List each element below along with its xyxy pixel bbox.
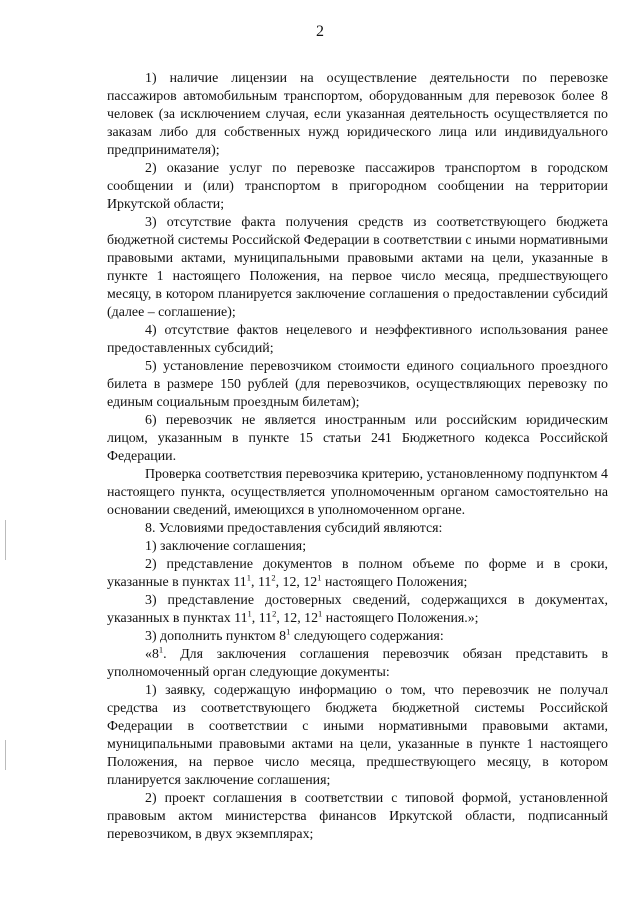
scan-edge-mark	[5, 740, 6, 770]
document-body	[107, 70, 608, 844]
paragraph-ticket-price: 5) установление перевозчиком стоимости единого социального проездного билета в размере 150 рублей (для перевозчиков, осуществляющих перевозку по единым социальным проездным билетам);	[107, 359, 608, 410]
paragraph-not-foreign: 6) перевозчик не является иностранным или российским юридическим лицом, указанным в пункте 15 статьи 241 Бюджетного кодекса Российской Федерации.	[107, 413, 608, 464]
scan-edge-mark	[5, 520, 6, 560]
paragraph-verification: Проверка соответствия перевозчика критерию, установленному подпунктом 4 настоящего пункта, осуществляется уполномоченным органом самостоятельно на основании сведений, имеющихся в уполномоченном органе.	[107, 467, 608, 518]
paragraph-draft-agreement: 2) проект соглашения в соответствии с типовой формой, установленной правовым актом министерства финансов Иркутской области, подписанный перевозчиком, в двух экземплярах;	[107, 791, 608, 842]
paragraph-services: 2) оказание услуг по перевозке пассажиров транспортом в городском сообщении и (или) транспортом в пригородном сообщении на территории Иркутской области;	[107, 161, 608, 212]
paragraph-reliable-info: 3) представление достоверных сведений, содержащихся в документах, указанных в пунктах $11^1$, $11^2$, 12, $12^1$ настоящего Положения.»;	[107, 593, 608, 626]
paragraph-supplement: 3) дополнить пунктом $8^1$ следующего содержания:	[145, 626, 444, 644]
paragraph-agreement: 1) заключение соглашения;	[145, 539, 307, 554]
paragraph-no-funds: 3) отсутствие факта получения средств из соответствующего бюджета бюджетной системы Российской Федерации в соответствии с иными нормативными правовыми актами, муниципальными правовыми актами на цели, указанные в пункте 1 настоящего Положения, на первое число месяца, предшествующего месяцу, в котором планируется заключение соглашения о предоставлении субсидий (далее – соглашение);	[107, 215, 608, 320]
paragraph-8-1: «$8^1$. Для заключения соглашения перевозчик обязан представить в уполномоченный орган следующие документы:	[107, 644, 608, 680]
page-number: 2	[316, 23, 324, 40]
paragraph-application: 1) заявку, содержащую информацию о том, что перевозчик не получал средства из соответствующего бюджета бюджетной системы Российской Федерации в соответствии с иными нормативными правовыми актами, муниципальными правовыми актами на цели, указанные в пункте 1 настоящего Положения, на первое число месяца, предшествующего месяцу, в котором планируется заключение соглашения;	[107, 683, 608, 788]
paragraph-conditions-heading: 8. Условиями предоставления субсидий являются:	[145, 521, 443, 536]
paragraph-no-misuse: 4) отсутствие фактов нецелевого и неэффективного использования ранее предоставленных субсидий;	[107, 323, 608, 356]
paragraph-docs-submit: 2) представление документов в полном объеме по форме и в сроки, указанные в пунктах $11^1$, $11^2$, 12, $12^1$ настоящего Положения;	[107, 557, 608, 590]
paragraph-license: 1) наличие лицензии на осуществление деятельности по перевозке пассажиров автомобильным транспортом, оборудованным для перевозок более 8 человек (за исключением случая, если указанная деятельность осуществляется по заказам либо для собственных нужд юридического лица или индивидуального предпринимателя);	[107, 71, 608, 158]
